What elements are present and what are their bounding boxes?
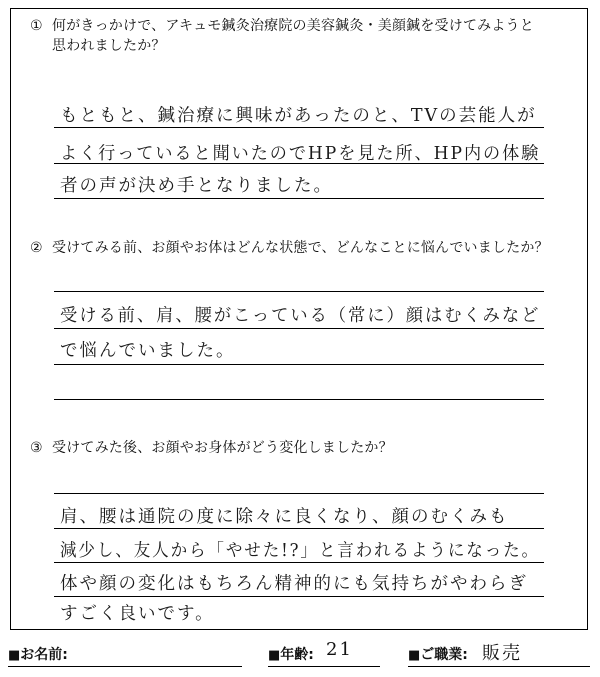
question-3-text-line1: 受けてみた後、お顔やお身体がどう変化しましたか？ bbox=[52, 440, 393, 456]
question-1 bbox=[30, 16, 534, 56]
answer-2-line-2: で悩んでいました。 bbox=[60, 341, 236, 361]
square-bullet-icon: ■ bbox=[268, 648, 281, 663]
answer-3-line-4: すごく良いです。 bbox=[60, 604, 215, 624]
answer-1-line-1: もともと、鍼治療に興味があったのと、TVの芸能人が bbox=[60, 106, 537, 126]
question-3-number: ③ bbox=[30, 440, 43, 456]
answer-1-line-3: 者の声が決め手となりました。 bbox=[60, 176, 333, 196]
age-value: 21 bbox=[326, 639, 353, 660]
writing-line bbox=[54, 198, 544, 199]
answer-3-line-3: 体や顔の変化はもちろん精神的にも気持ちがやわらぎ bbox=[60, 574, 528, 594]
answer-2-line-1: 受ける前、肩、腰がこっている（常に）顔はむくみなど bbox=[60, 306, 541, 326]
job-value: 販売 bbox=[482, 643, 522, 664]
writing-line bbox=[54, 163, 544, 164]
writing-line bbox=[54, 399, 544, 400]
question-1-number: ① bbox=[30, 18, 43, 34]
question-1-text-line2: 思われましたか？ bbox=[52, 38, 166, 54]
question-1-text-line1: 何がきっかけで、アキュモ鍼灸治療院の美容鍼灸・美顔鍼を受けてみようと bbox=[52, 18, 534, 34]
name-label: ■お名前: bbox=[8, 647, 68, 663]
age-underline bbox=[268, 666, 380, 667]
writing-line bbox=[54, 596, 544, 597]
writing-line bbox=[54, 562, 544, 563]
writing-line bbox=[54, 364, 544, 365]
name-underline bbox=[8, 666, 242, 667]
answer-1-line-2: よく行っていると聞いたのでHPを見た所、HP内の体験 bbox=[60, 144, 541, 164]
square-bullet-icon: ■ bbox=[408, 648, 421, 663]
writing-line bbox=[54, 528, 544, 529]
writing-line bbox=[54, 127, 544, 128]
square-bullet-icon: ■ bbox=[8, 648, 21, 663]
writing-line bbox=[54, 291, 544, 292]
job-label: ■ご職業: bbox=[408, 647, 468, 663]
job-underline bbox=[408, 666, 590, 667]
footer bbox=[0, 639, 600, 674]
age-label: ■年齢: bbox=[268, 647, 314, 663]
writing-line bbox=[54, 328, 544, 329]
question-2-text-line1: 受けてみる前、お顔やお体はどんな状態で、どんなことに悩んでいましたか？ bbox=[52, 240, 549, 256]
question-3 bbox=[30, 438, 393, 458]
answer-3-line-1: 肩、腰は通院の度に除々に良くなり、顔のむくみも bbox=[60, 507, 509, 527]
writing-line bbox=[54, 493, 544, 494]
answer-3-line-2: 減少し、友人から「やせた!?」と言われるようになった。 bbox=[60, 541, 540, 561]
question-2 bbox=[30, 238, 549, 258]
question-2-number: ② bbox=[30, 240, 43, 256]
